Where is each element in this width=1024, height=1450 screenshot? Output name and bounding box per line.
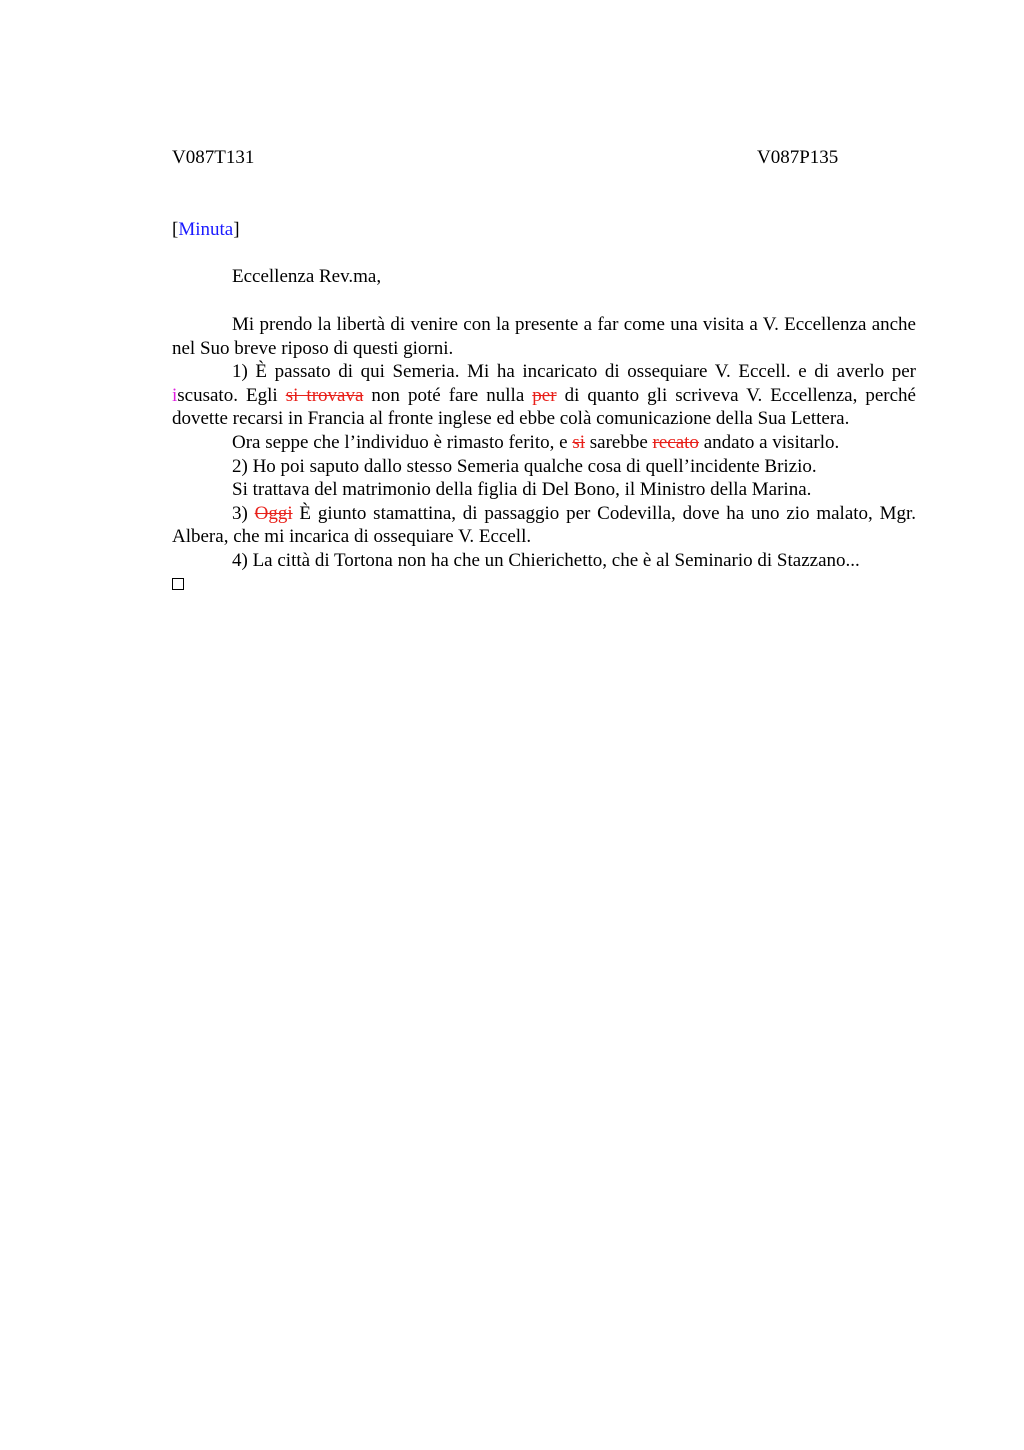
end-marker bbox=[172, 573, 916, 597]
paragraph-1: Mi prendo la libertà di venire con la presente a far come una visita a V. Eccellenza anche nel Suo breve riposo di questi giorni. bbox=[172, 314, 916, 359]
paragraph-4: 2) Ho poi saputo dallo stesso Semeria qualche cosa di quell’incidente Brizio. bbox=[232, 455, 817, 477]
paragraph-3-text-a: Ora seppe che l’individuo è rimasto ferito, e bbox=[232, 431, 573, 453]
paragraph-2-text-d: di quanto gli scriveva V. Eccellenza, perché dovette recarsi in Francia al fronte inglese ed ebbe colà comunicazione della Sua Lettera. bbox=[172, 384, 916, 430]
label-close-bracket: ] bbox=[233, 219, 240, 240]
document-code-left: V087T131 bbox=[172, 147, 255, 168]
paragraph-2 bbox=[172, 360, 916, 431]
paragraph-6-text-a: 3) bbox=[232, 502, 255, 524]
letter-body bbox=[172, 313, 916, 596]
paragraph-3-text-b: sarebbe bbox=[585, 431, 653, 453]
paragraph-2-text-c: non poté fare nulla bbox=[363, 384, 533, 406]
deleted-text: si bbox=[572, 431, 585, 453]
paragraph-3 bbox=[172, 431, 916, 455]
paragraph-6 bbox=[172, 502, 916, 549]
paragraph-6-text-b: È giunto stamattina, di passaggio per Codevilla, dove ha uno zio malato, Mgr. Albera, che mi incarica di ossequiare V. Eccell. bbox=[172, 502, 916, 548]
minuta-label bbox=[172, 219, 240, 241]
label-text: Minuta bbox=[178, 219, 234, 240]
deleted-text: per bbox=[532, 384, 557, 406]
paragraph-3-text-c: andato a visitarlo. bbox=[698, 431, 840, 453]
label-open-bracket: [ bbox=[172, 219, 179, 240]
deleted-text: si trovava bbox=[285, 384, 364, 406]
paragraph-2-text-a: 1) È passato di qui Semeria. Mi ha incaricato di ossequiare V. Eccell. e di averlo per bbox=[232, 361, 916, 383]
paragraph-7: 4) La città di Tortona non ha che un Chierichetto, che è al Seminario di Stazzano... bbox=[232, 549, 860, 571]
salutation: Eccellenza Rev.ma, bbox=[232, 266, 382, 287]
deleted-text: Oggi bbox=[254, 502, 293, 524]
end-box-icon bbox=[172, 578, 184, 590]
inserted-text: i bbox=[172, 384, 178, 406]
paragraph-5: Si trattava del matrimonio della figlia di Del Bono, il Ministro della Marina. bbox=[232, 479, 812, 501]
deleted-text: recato bbox=[652, 431, 699, 453]
document-code-right: V087P135 bbox=[757, 147, 839, 168]
paragraph-2-text-b: scusato. Egli bbox=[177, 384, 286, 406]
